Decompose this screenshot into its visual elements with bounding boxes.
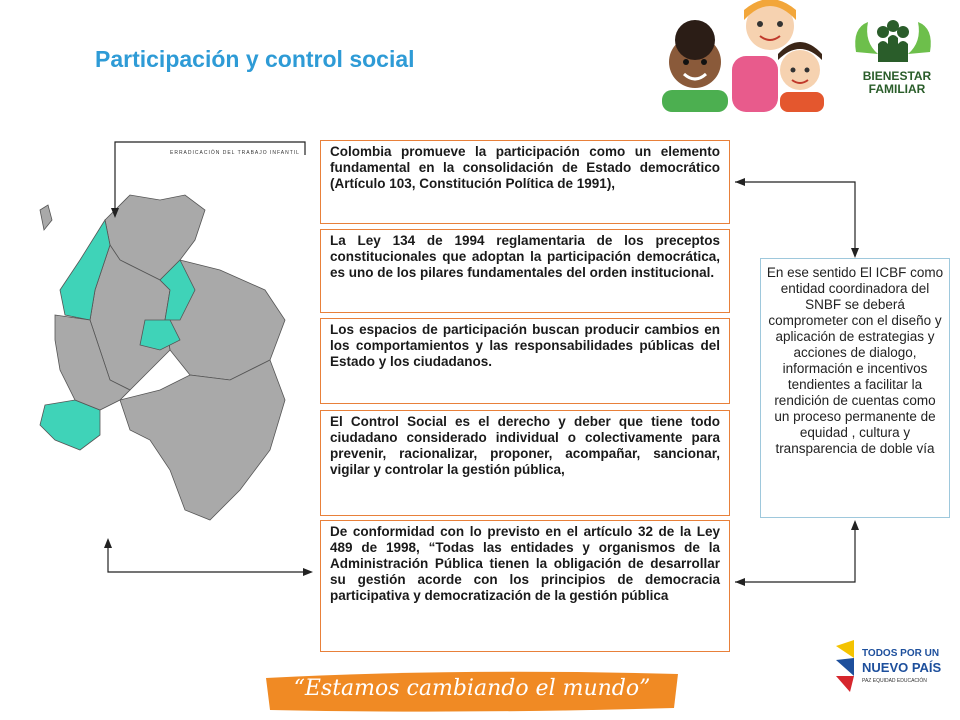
- text-box-5: [320, 520, 730, 652]
- children-illustration: [640, 0, 830, 112]
- gov-logo-line-1: TODOS POR UN: [862, 648, 940, 659]
- text-box-2: [320, 229, 730, 313]
- logo-line-1: BIENESTAR: [862, 69, 932, 83]
- slogan-text: “Estamos cambiando el mundo”: [293, 676, 651, 701]
- side-info-box: [760, 258, 950, 518]
- logo-line-2: FAMILIAR: [868, 82, 926, 96]
- colombia-map: [20, 150, 305, 530]
- page-title: Participación y control social: [95, 46, 415, 72]
- icbf-logo-text: [852, 70, 942, 96]
- text-box-4-content: El Control Social es el derecho y deber que tiene todo ciudadano considerado individual o colectivamente para prevenir, racionalizar, proponer, acompañar, sancionar, vigilar y controlar la gestión pública,: [330, 414, 720, 477]
- text-box-3-content: Los espacios de participación buscan producir cambios en los comportamientos y las responsabilidades públicas del Estado y los ciudadanos.: [330, 322, 720, 369]
- todos-por-un-nuevo-pais-logo: [832, 636, 952, 696]
- side-info-text: En ese sentido El ICBF como entidad coordinadora del SNBF se deberá comprometer con el diseño y aplicación de estrategias y acciones de dialogo, información e incentivos tendientes a facilitar la rendición de cuentas como un proceso permanente de equidad , cultura y transparencia de doble vía: [766, 265, 944, 456]
- text-box-1: [320, 140, 730, 224]
- map-caption: ERRADICACIÓN DEL TRABAJO INFANTIL: [170, 150, 300, 156]
- text-box-3: [320, 318, 730, 404]
- text-box-4: [320, 410, 730, 516]
- text-box-5-content: De conformidad con lo previsto en el artículo 32 de la Ley 489 de 1998, “Todas las entidades y organismos de la Administración Pública tienen la obligación de desarrollar su gestión acorde con los principios de democracia participativa y democratización de la gestión pública: [330, 524, 720, 603]
- map-region-cauca: [40, 400, 100, 450]
- map-region-amazonia: [120, 360, 285, 520]
- gov-logo-line-3: PAZ EQUIDAD EDUCACIÓN: [862, 678, 927, 684]
- gov-logo-line-2: NUEVO PAÍS: [862, 660, 942, 675]
- map-region-islands: [40, 205, 52, 230]
- text-box-2-content: La Ley 134 de 1994 reglamentaria de los preceptos constitucionales que adoptan la participación democrática, es uno de los pilares fundamentales del orden institucional.: [330, 233, 720, 280]
- text-box-1-content: Colombia promueve la participación como un elemento fundamental en la consolidación de Estado democrático (Artículo 103, Constitución Política de 1991),: [330, 144, 720, 191]
